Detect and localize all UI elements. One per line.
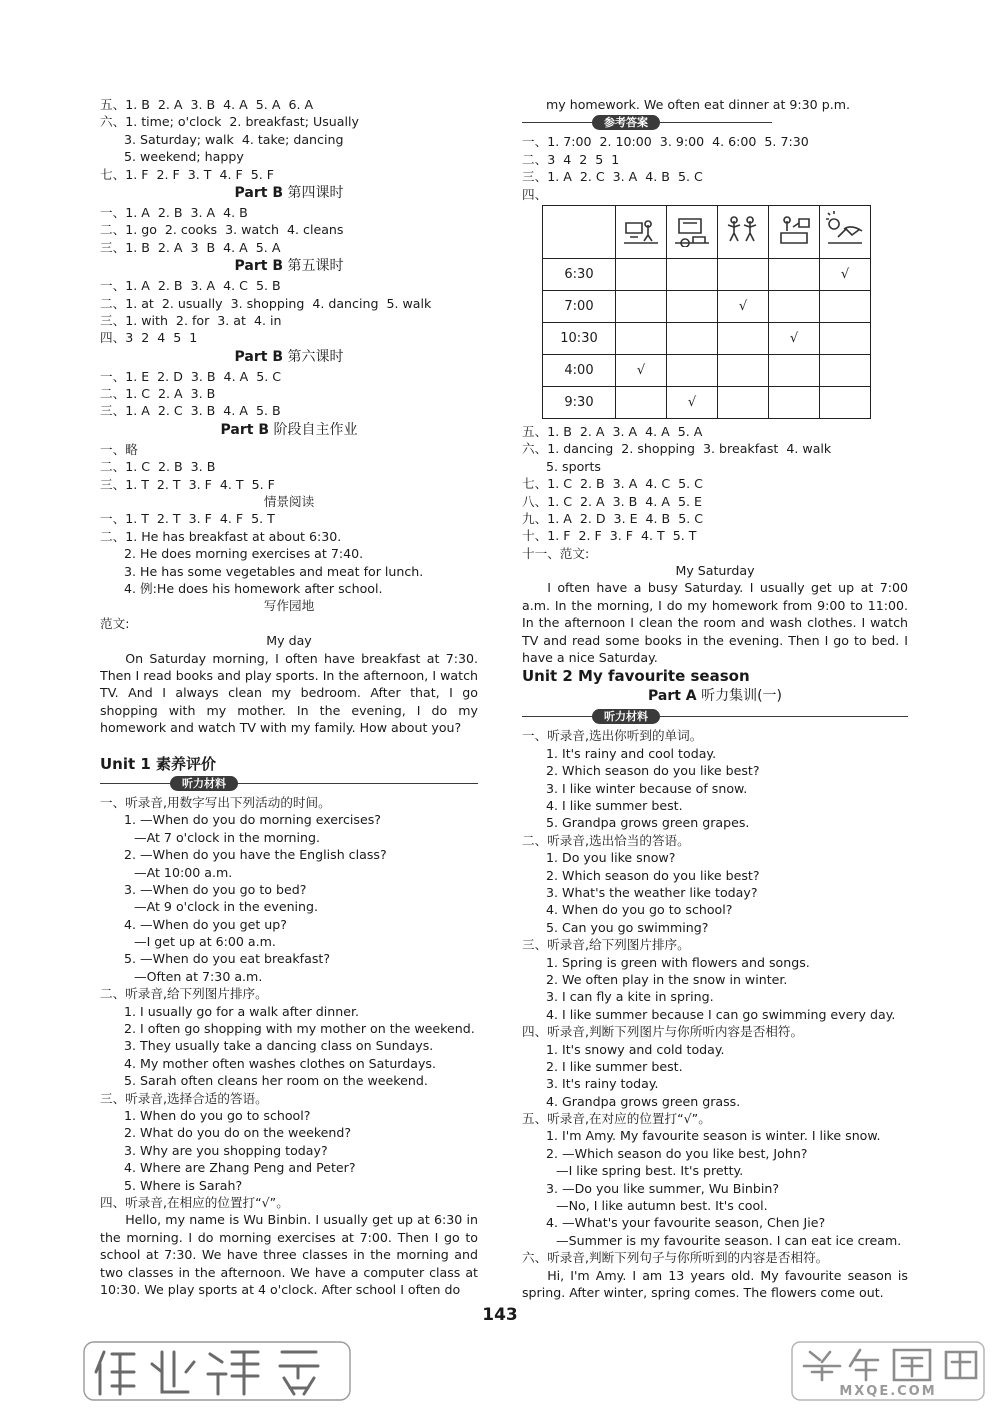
picture-drawing: [728, 217, 756, 241]
answer-line: 七、1. C 2. B 3. A 4. C 5. C: [522, 476, 703, 492]
answer-line: 一、1. T 2. T 3. F 4. F 5. T: [100, 511, 275, 527]
answer-line: 三、听录音,选择合适的答语。: [100, 1090, 268, 1106]
answer-line: 1. It's rainy and cool today.: [546, 745, 717, 761]
unit-title: Unit 2 My favourite season: [522, 667, 750, 686]
section-lesson: 第五课时: [283, 258, 344, 275]
homework-picture-icon: [773, 211, 815, 247]
answer-line: 4. I like summer best.: [546, 798, 683, 814]
answer-line: 二、1. C 2. B 3. B: [100, 459, 216, 475]
banner-label: 听力材料: [170, 776, 238, 791]
school-picture-icon: [671, 211, 713, 247]
label-banner: [522, 113, 908, 133]
answer-line: 2. We often play in the snow in winter.: [546, 971, 788, 987]
answer-line: 二、1. He has breakfast at about 6:30.: [100, 528, 342, 544]
answer-line: 一、1. A 2. B 3. A 4. B: [100, 204, 248, 220]
answer-line: 1. Do you like snow?: [546, 850, 676, 866]
answer-line: 四、听录音,在相应的位置打“√”。: [100, 1194, 289, 1210]
answer-line: 3. —Do you like summer, Wu Binbin?: [546, 1180, 780, 1196]
answer-line: 2. I often go shopping with my mother on the weekend.: [124, 1021, 475, 1037]
answer-line: —I like spring best. It's pretty.: [556, 1163, 744, 1179]
answer-line: 1. Spring is green with flowers and songs.: [546, 954, 810, 970]
answer-line: 3. He has some vegetables and meat for lunch.: [124, 563, 424, 579]
answer-line: 4. Where are Zhang Peng and Peter?: [124, 1160, 356, 1176]
answer-line: 五、1. B 2. A 3. B 4. A 5. A 6. A: [100, 97, 314, 112]
answer-line: 五、听录音,在对应的位置打“√”。: [522, 1111, 711, 1127]
unit-title: Unit 1 素养评价: [100, 754, 217, 773]
table-row: [543, 258, 871, 290]
answer-line: 二、3 4 2 5 1: [522, 151, 620, 167]
answer-line: 三、1. A 2. C 3. A 4. B 5. C: [522, 169, 703, 185]
table-row: [543, 354, 871, 386]
table-corner-cell: [543, 205, 616, 258]
section-lesson: 第六课时: [283, 348, 344, 365]
answer-line: 2. He does morning exercises at 7:40.: [124, 546, 364, 562]
answer-line: 一、1. 7:00 2. 10:00 3. 9:00 4. 6:00 5. 7:30: [522, 134, 809, 150]
answer-line: 1. I usually go for a walk after dinner.: [124, 1003, 360, 1019]
table-cell: [616, 290, 667, 322]
banner-label: 听力材料: [592, 709, 660, 724]
daanquan-logo-icon: [790, 1340, 986, 1402]
section-part: Part A: [647, 688, 697, 705]
activity-time-table: [542, 205, 871, 419]
answer-line: 3. —When do you go to bed?: [124, 881, 307, 897]
right-bottom-block: [522, 423, 908, 1301]
answer-line: 三、1. A 2. C 3. B 4. A 5. B: [100, 403, 281, 419]
answer-line: 四、: [522, 186, 548, 202]
passage-paragraph: On Saturday morning, I often have breakfast at 7:30. Then I read books and play sports. In the afternoon, I watch TV. And I always clean my bedroom. After that, I go shopping with my mother. In the evening, I do my homework and watch TV with my family. How about you?: [100, 650, 478, 736]
answer-line: —At 9 o'clock in the evening.: [134, 899, 319, 915]
answer-line: 2. Which season do you like best?: [546, 867, 760, 883]
answer-line: 3. What's the weather like today?: [546, 884, 758, 900]
section-part: Part B: [220, 421, 270, 438]
centered-heading: My day: [266, 633, 312, 649]
table-header-cell: [616, 205, 667, 258]
check-mark-cell: √: [616, 354, 667, 386]
answer-line: 二、1. at 2. usually 3. shopping 4. dancing 5. walk: [100, 295, 432, 311]
section-lesson: 第四课时: [283, 184, 344, 201]
banner-rule: [522, 716, 908, 717]
answer-line: —Often at 7:30 a.m.: [134, 968, 263, 984]
answer-line: 3. They usually take a dancing class on Sundays.: [124, 1038, 434, 1054]
watermark-logo-left: [82, 1338, 352, 1417]
centered-heading: 写作园地: [263, 598, 315, 614]
answer-line: 二、1. go 2. cooks 3. watch 4. cleans: [100, 222, 344, 238]
table-cell: [820, 354, 871, 386]
section-heading: [100, 347, 478, 368]
answer-line: —At 10:00 a.m.: [134, 864, 233, 880]
right-column: [522, 96, 908, 1301]
answer-line: 十一、范文:: [522, 545, 590, 561]
table-cell: [769, 386, 820, 418]
table-cell: [718, 354, 769, 386]
check-mark-cell: √: [820, 258, 871, 290]
answer-line: 1. It's snowy and cold today.: [546, 1041, 725, 1057]
answer-line: 2. Which season do you like best?: [546, 763, 760, 779]
answer-line: 5. Where is Sarah?: [124, 1177, 243, 1193]
passage-paragraph: Hi, I'm Amy. I am 13 years old. My favourite season is spring. After winter, spring comes. The flowers come out.: [522, 1267, 908, 1300]
answer-line: 2. I like summer best.: [546, 1058, 683, 1074]
centered-heading: 情景阅读: [263, 494, 315, 510]
section-heading: [100, 256, 478, 277]
answer-line: 5. Can you go swimming?: [546, 919, 709, 935]
table-cell: [769, 354, 820, 386]
table-cell: [820, 322, 871, 354]
answer-line: 4. When do you go to school?: [546, 902, 733, 918]
table-cell: [667, 258, 718, 290]
answer-line: 范文:: [100, 615, 130, 631]
answer-line: 三、听录音,给下列图片排序。: [522, 937, 690, 953]
table-cell: [718, 386, 769, 418]
table-cell: [616, 322, 667, 354]
passage-paragraph: I often have a busy Saturday. I usually get up at 7:00 a.m. In the morning, I do my homework from 9:00 to 11:00. In the afternoon I clean the room and wash clothes. I watch TV and read some books in the evening. Then I go to bed. I have a nice Saturday.: [522, 580, 908, 666]
table-row: [543, 386, 871, 418]
answer-line: 四、3 2 4 5 1: [100, 330, 198, 346]
answer-line: 1. —When do you do morning exercises?: [124, 812, 381, 828]
answer-line: 5. Sarah often cleans her room on the weekend.: [124, 1073, 428, 1089]
answer-line: 5. weekend; happy: [124, 149, 244, 165]
table-cell: [667, 354, 718, 386]
answer-line: 4. 例:He does his homework after school.: [124, 580, 383, 596]
answer-line: 十、1. F 2. F 3. F 4. T 5. T: [522, 528, 697, 544]
answer-line: 三、1. B 2. A 3 B 4. A 5. A: [100, 239, 281, 255]
time-cell: 4:00: [543, 354, 616, 386]
answer-line: 3. Why are you shopping today?: [124, 1142, 328, 1158]
answer-line: 3. It's rainy today.: [546, 1076, 659, 1092]
answer-line: 一、听录音,用数字写出下列活动的时间。: [100, 794, 331, 810]
watermark-logo-right: [790, 1340, 986, 1402]
answer-line: 六、听录音,判断下列句子与你所听到的内容是否相符。: [522, 1250, 829, 1266]
answer-line: 二、听录音,给下列图片排序。: [100, 986, 268, 1002]
table-header-cell: [667, 205, 718, 258]
answer-line: 九、1. A 2. D 3. E 4. B 5. C: [522, 510, 704, 526]
time-cell: 9:30: [543, 386, 616, 418]
page-number: 143: [482, 1305, 518, 1325]
table-header-row: [543, 205, 871, 258]
answer-line: 4. Grandpa grows green grass.: [546, 1093, 741, 1109]
answer-line: 三、1. T 2. T 3. F 4. T 5. F: [100, 476, 275, 492]
answer-line: 一、1. E 2. D 3. B 4. A 5. C: [100, 368, 282, 384]
answer-line: 三、1. with 2. for 3. at 4. in: [100, 312, 282, 328]
section-part: Part B: [234, 348, 284, 365]
section-heading: [100, 183, 478, 204]
picture-drawing: [624, 221, 658, 243]
section-lesson: 听力集训(一): [696, 688, 782, 705]
picture-drawing: [781, 217, 809, 243]
section-heading: [522, 686, 908, 707]
answer-line: 2. —When do you have the English class?: [124, 847, 387, 863]
answer-line: 一、听录音,选出你听到的单词。: [522, 728, 703, 744]
table-header-cell: [820, 205, 871, 258]
answer-line: 七、1. F 2. F 3. T 4. F 5. F: [100, 166, 274, 182]
answer-line: 二、听录音,选出恰当的答语。: [522, 832, 690, 848]
table-cell: [820, 290, 871, 322]
svg-text:MXQE.COM: MXQE.COM: [839, 1384, 937, 1399]
time-cell: 6:30: [543, 258, 616, 290]
banner-label: 参考答案: [592, 115, 660, 130]
passage-paragraph: Hello, my name is Wu Binbin. I usually get up at 6:30 in the morning. I do morning exercises at 7:00. Then I go to school at 7:30. We have three classes in the morning and two classes in the afternoon. We have a computer class at 10:30. We play sports at 4 o'clock. After school I often do: [100, 1212, 478, 1297]
answer-line: my homework. We often eat dinner at 9:30 p.m.: [546, 97, 850, 112]
section-lesson: 阶段自主作业: [269, 421, 358, 438]
table-cell: [667, 290, 718, 322]
answer-line: 5. —When do you eat breakfast?: [124, 951, 331, 967]
table-cell: [718, 258, 769, 290]
label-banner: [522, 707, 908, 727]
computer-class-picture-icon: [620, 211, 662, 247]
answer-line: 一、1. A 2. B 3. A 4. C 5. B: [100, 278, 281, 294]
banner-rule: [100, 783, 478, 784]
answer-line: 2. What do you do on the weekend?: [124, 1125, 352, 1141]
table-cell: [616, 258, 667, 290]
section-heading: [100, 420, 478, 441]
table-cell: [820, 386, 871, 418]
table-cell: [769, 258, 820, 290]
answer-line: 4. —What's your favourite season, Chen Jie?: [546, 1215, 826, 1231]
picture-drawing: [675, 219, 709, 247]
answer-line: 五、1. B 2. A 3. A 4. A 5. A: [522, 423, 703, 439]
right-top-block: [522, 96, 908, 203]
table-header-cell: [718, 205, 769, 258]
answer-line: 六、1. dancing 2. shopping 3. breakfast 4. walk: [522, 441, 832, 457]
answer-line: —I get up at 6:00 a.m.: [134, 934, 276, 950]
check-mark-cell: √: [769, 322, 820, 354]
answer-line: 二、1. C 2. A 3. B: [100, 386, 216, 402]
answer-line: 八、1. C 2. A 3. B 4. A 5. E: [522, 493, 702, 509]
answer-line: 4. I like summer because I can go swimming every day.: [546, 1006, 896, 1022]
table-row: [543, 322, 871, 354]
time-cell: 7:00: [543, 290, 616, 322]
table-header-cell: [769, 205, 820, 258]
answer-line: 1. I'm Amy. My favourite season is winter. I like snow.: [546, 1128, 881, 1144]
answer-line: —No, I like autumn best. It's cool.: [556, 1198, 768, 1214]
section-part: Part B: [234, 184, 284, 201]
answer-line: 4. My mother often washes clothes on Saturdays.: [124, 1055, 436, 1071]
answer-line: 一、略: [100, 441, 138, 457]
table-cell: [667, 322, 718, 354]
section-part: Part B: [234, 258, 284, 275]
centered-heading: My Saturday: [675, 563, 755, 579]
answer-line: 3. Saturday; walk 4. take; dancing: [124, 131, 344, 147]
answer-line: —At 7 o'clock in the morning.: [134, 829, 321, 845]
check-mark-cell: √: [718, 290, 769, 322]
answer-line: 2. —Which season do you like best, John?: [546, 1145, 808, 1161]
zuoye-jingling-logo-icon: [82, 1338, 352, 1404]
table-cell: [718, 322, 769, 354]
picture-drawing: [826, 211, 862, 243]
table-row: [543, 290, 871, 322]
table-cell: [769, 290, 820, 322]
left-column: [100, 96, 478, 1298]
table-cell: [616, 386, 667, 418]
answer-line: 1. When do you go to school?: [124, 1107, 311, 1123]
answer-line: 六、1. time; o'clock 2. breakfast; Usually: [100, 114, 359, 130]
answer-line: 5. sports: [546, 458, 601, 474]
get-up-picture-icon: [824, 211, 866, 247]
check-mark-cell: √: [667, 386, 718, 418]
answer-line: —Summer is my favourite season. I can eat ice cream.: [556, 1232, 902, 1248]
answer-line: 3. I like winter because of snow.: [546, 780, 748, 796]
label-banner: [100, 774, 478, 794]
answer-line: 3. I can fly a kite in spring.: [546, 989, 714, 1005]
answer-line: 4. —When do you get up?: [124, 916, 287, 932]
morning-exercises-picture-icon: [722, 211, 764, 247]
answer-line: 四、听录音,判断下列图片与你所听内容是否相符。: [522, 1024, 804, 1040]
time-cell: 10:30: [543, 322, 616, 354]
answer-line: 5. Grandpa grows green grapes.: [546, 815, 750, 831]
